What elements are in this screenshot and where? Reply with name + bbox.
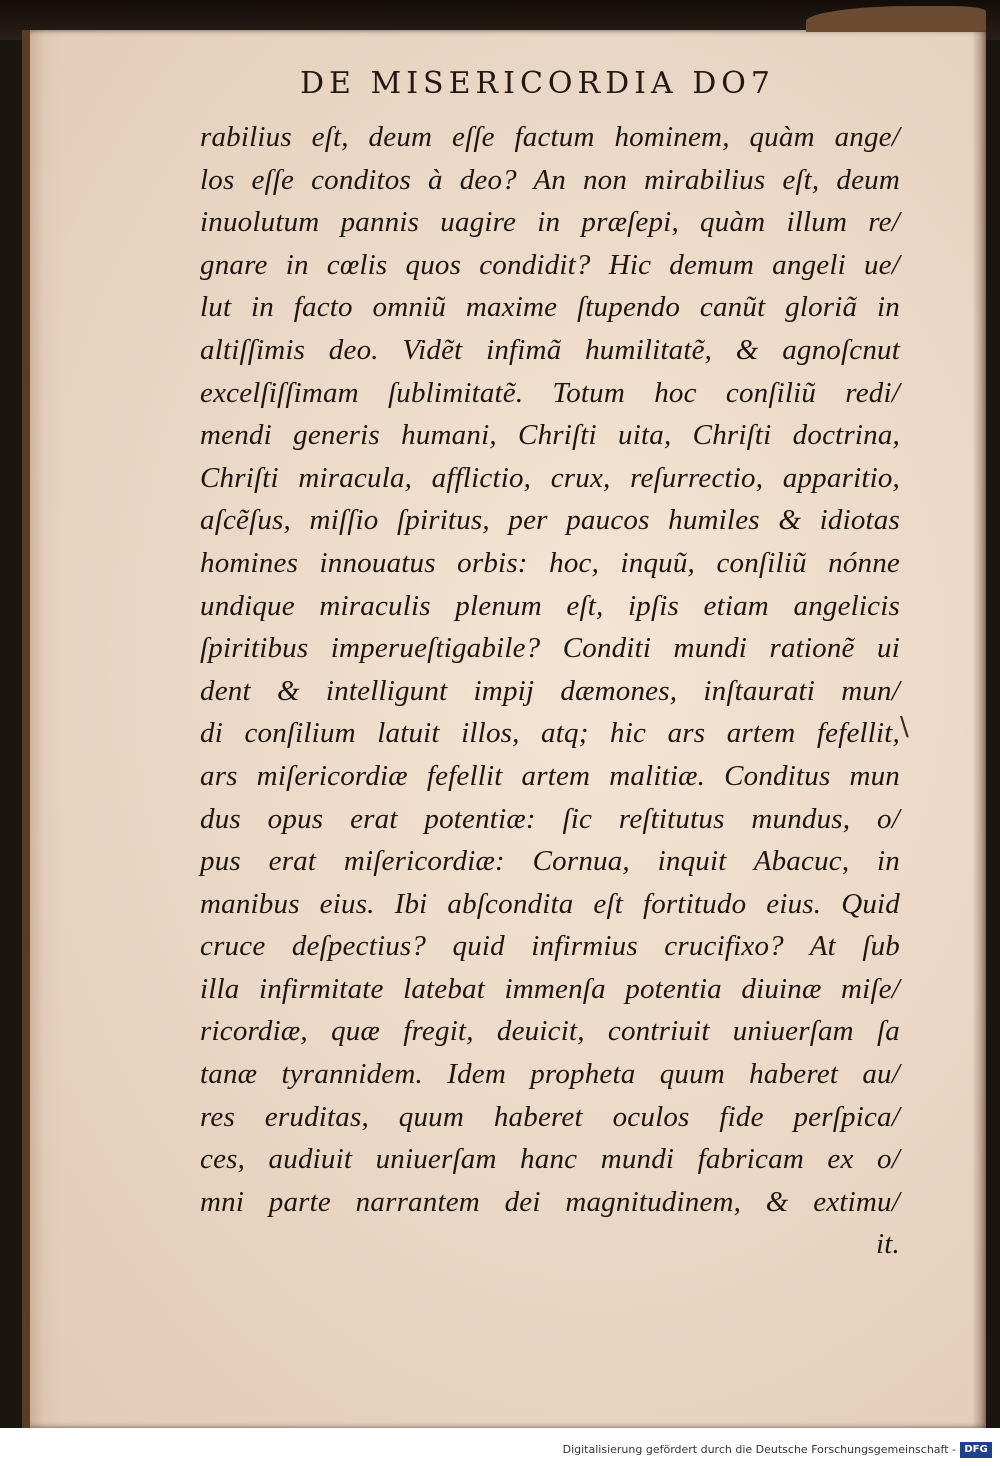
text-line: res eruditas, quum haberet oculos fide perſpica/ xyxy=(200,1100,900,1133)
text-line: aſcẽſus, miſſio ſpiritus, per paucos humiles & idiotas xyxy=(200,504,900,537)
text-line: pus erat miſericordiæ: Cornua, inquit Abacuc, in xyxy=(200,845,900,878)
text-line: Chriſti miracula, afflictio, crux, reſurrectio, apparitio, xyxy=(200,461,900,494)
running-head: DE MISERICORDIA DO7 xyxy=(300,66,775,101)
dfg-logo: DFG xyxy=(960,1442,992,1458)
text-line: altiſſimis deo. Vidẽt infimã humilitatẽ, & agnoſcnut xyxy=(200,333,900,366)
text-line: ricordiæ, quæ fregit, deuicit, contriuit uniuerſam ſa xyxy=(200,1015,900,1048)
text-line: homines innouatus orbis: hoc, inquũ, conſiliũ nónne xyxy=(200,546,900,579)
digitization-credit: Digitalisierung gefördert durch die Deutsche Forschungsgemeinschaft - xyxy=(562,1443,956,1456)
text-line-catchword: it. xyxy=(876,1228,900,1261)
text-line: lut in facto omniũ maxime ſtupendo canũt gloriã in xyxy=(200,291,900,324)
text-line: manibus eius. Ibi abſcondita eſt fortitudo eius. Quid xyxy=(200,887,900,920)
text-line: rabilius eſt, deum eſſe factum hominem, quàm ange/ xyxy=(200,121,900,153)
footer-strip xyxy=(0,1428,1000,1466)
text-line: illa infirmitate latebat immenſa potentia diuinæ miſe/ xyxy=(200,972,900,1005)
text-line: mni parte narrantem dei magnitudinem, & extimu/ xyxy=(200,1185,900,1218)
text-line: ces, audiuit uniuerſam hanc mundi fabricam ex o/ xyxy=(200,1143,900,1176)
text-line: dent & intelligunt impij dæmones, inſtaurati mun/ xyxy=(200,674,900,707)
text-line: undique miraculis plenum eſt, ipſis etiam angelicis xyxy=(200,589,900,622)
text-line: inuolutum pannis uagire in præſepi, quàm illum re/ xyxy=(200,206,900,239)
text-line: di conſilium latuit illos, atq; hic ars artem fefellit, xyxy=(200,717,900,750)
text-line: mendi generis humani, Chriſti uita, Chriſti doctrina, xyxy=(200,419,900,452)
margin-mark: \ xyxy=(900,712,909,742)
text-line: excelſiſſimam ſublimitatẽ. Totum hoc conſiliũ redi/ xyxy=(200,376,900,409)
text-line: dus opus erat potentiæ: ſic reſtitutus mundus, o/ xyxy=(200,802,900,835)
page-gutter xyxy=(22,30,30,1428)
text-line: ſpiritibus imperueſtigabile? Conditi mundi rationẽ ui xyxy=(200,632,900,665)
page-edge-shadow xyxy=(972,30,986,1428)
text-line: gnare in cœlis quos condidit? Hic demum angeli ue/ xyxy=(200,248,900,281)
text-line: ars miſericordiæ fefellit artem malitiæ. Conditus mun xyxy=(200,759,900,792)
body-text xyxy=(200,116,900,1266)
text-line: tanæ tyrannidem. Idem propheta quum haberet au/ xyxy=(200,1058,900,1091)
text-line: los eſſe conditos à deo? An non mirabilius eſt, deum xyxy=(200,163,900,196)
text-line: cruce deſpectius? quid infirmius crucifixo? At ſub xyxy=(200,930,900,963)
